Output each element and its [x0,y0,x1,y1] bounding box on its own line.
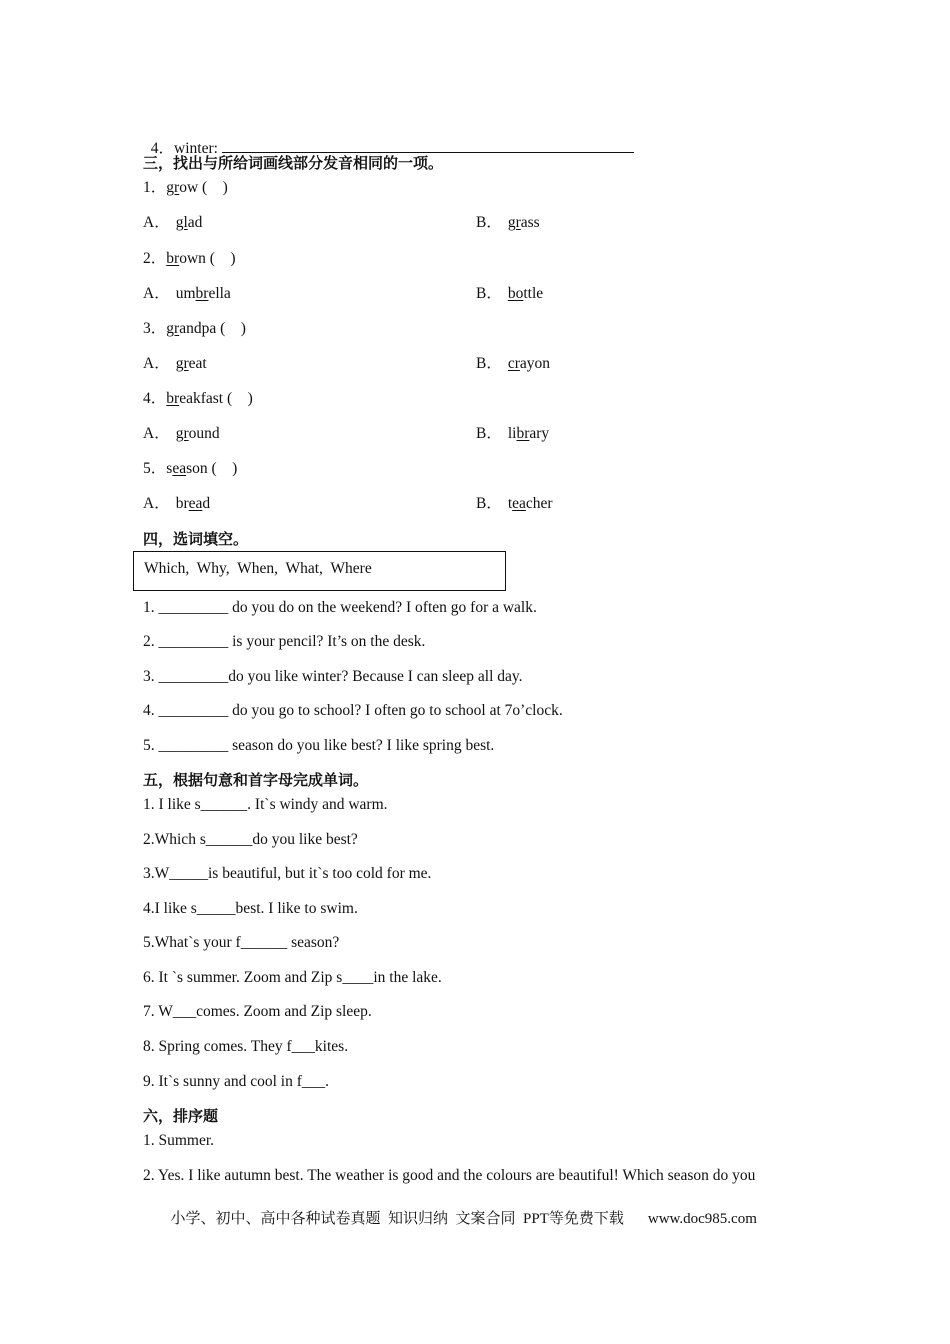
underlined-part: br [166,390,180,407]
question-5 [143,459,237,479]
question-number: 1． [143,179,167,196]
option-label: A． [143,495,170,512]
word-suffix: ow ( ) [179,179,228,196]
section5-title: 五，根据句意和首字母完成单词。 [143,771,369,789]
question-4 [143,389,253,409]
word-item-4: 4.I like s_____best. I like to swim. [143,900,358,917]
fill-item-5: 5. _________ season do you like best? I like spring best. [143,737,495,754]
fill-item-2: 2. _________ is your pencil? It’s on the desk. [143,633,426,650]
word-item-7: 7. W___comes. Zoom and Zip sleep. [143,1003,372,1020]
option-label: B． [476,495,502,512]
word-item-1: 1. I like s______. It`s windy and warm. [143,796,388,813]
answer-blank[interactable] [222,138,634,153]
order-item-2: 2. Yes. I like autumn best. The weather is good and the colours are beautiful! Which season do you [143,1167,756,1184]
option-label: A． [143,285,170,302]
option-label: B． [476,425,502,442]
question-1 [143,178,228,198]
option-a-1 [143,213,202,233]
word-prefix: br [175,495,189,512]
word-item-9: 9. It`s sunny and cool in f___. [143,1073,329,1090]
word-suffix: d [202,495,211,512]
underlined-part: gr [166,320,180,337]
underlined-part: ea [188,495,203,512]
option-a-2 [143,284,231,304]
option-label: B． [476,214,502,231]
option-a-3 [143,354,207,374]
word-prefix: s [166,460,173,477]
question-number: 5． [143,460,167,477]
word-suffix: ary [529,425,550,442]
section6-title: 六，排序题 [143,1107,219,1125]
option-label: B． [476,285,502,302]
word-prefix: li [507,425,517,442]
question-3 [143,319,246,339]
word-item-8: 8. Spring comes. They f___kites. [143,1038,349,1055]
option-label: B． [476,355,502,372]
word-suffix: ound [188,425,220,442]
question-2 [143,249,236,269]
option-b-2 [476,284,543,304]
word-suffix: son ( ) [186,460,238,477]
underlined-part: bo [507,285,524,302]
underlined-part: ea [512,495,526,512]
word-suffix: ella [208,285,231,302]
word-suffix: own ( ) [179,250,236,267]
option-label: A． [143,214,170,231]
fill-item-3: 3. _________do you like winter? Because I can sleep all day. [143,668,523,685]
word-suffix: ad [187,214,203,231]
word-suffix: cher [525,495,553,512]
question-number: 4． [143,390,167,407]
word-suffix: andpa ( ) [179,320,246,337]
word-suffix: ass [520,214,540,231]
word-prefix: um [175,285,196,302]
option-label: A． [143,355,170,372]
underlined-part: cr [507,355,520,372]
item-number: 4． [150,140,175,157]
footer-url[interactable]: www.doc985.com [647,1211,757,1227]
option-b-1 [476,213,540,233]
item-label: winter: [174,140,222,157]
section4-title: 四，选词填空。 [143,530,249,548]
word-suffix: ttle [523,285,544,302]
page-footer [163,1190,757,1228]
question-number: 3． [143,320,167,337]
word-prefix: t [507,495,513,512]
option-label: A． [143,425,170,442]
section3-title: 三，找出与所给词画线部分发音相同的一项。 [143,154,444,172]
option-b-5 [476,494,553,514]
order-item-1: 1. Summer. [143,1132,215,1149]
underlined-part: gr [175,355,189,372]
word-item-5: 5.What`s your f______ season? [143,934,340,951]
word-suffix: eakfast ( ) [179,390,253,407]
underlined-part: br [195,285,209,302]
option-a-5 [143,494,210,514]
option-b-3 [476,354,550,374]
underlined-part: br [516,425,530,442]
word-item-3: 3.W_____is beautiful, but it`s too cold for me. [143,865,432,882]
underlined-part: gl [175,214,188,231]
option-b-4 [476,424,549,444]
question-number: 2． [143,250,167,267]
option-a-4 [143,424,220,444]
word-item-6: 6. It `s summer. Zoom and Zip s____in the lake. [143,969,442,986]
footer-text: 小学、初中、高中各种试卷真题 知识归纳 文案合同 PPT等免费下载 [170,1211,624,1227]
word-suffix: eat [188,355,207,372]
underlined-part: gr [166,179,180,196]
word-box-text: Which, Why, When, What, Where [144,560,372,577]
underlined-part: ea [172,460,187,477]
fill-item-1: 1. _________ do you do on the weekend? I often go for a walk. [143,599,537,616]
fill-item-4: 4. _________ do you go to school? I often go to school at 7o’clock. [143,702,563,719]
underlined-part: br [166,250,180,267]
word-box [133,551,506,591]
word-item-2: 2.Which s______do you like best? [143,831,358,848]
underlined-part: gr [175,425,189,442]
word-suffix: ayon [519,355,551,372]
underlined-part: gr [507,214,521,231]
